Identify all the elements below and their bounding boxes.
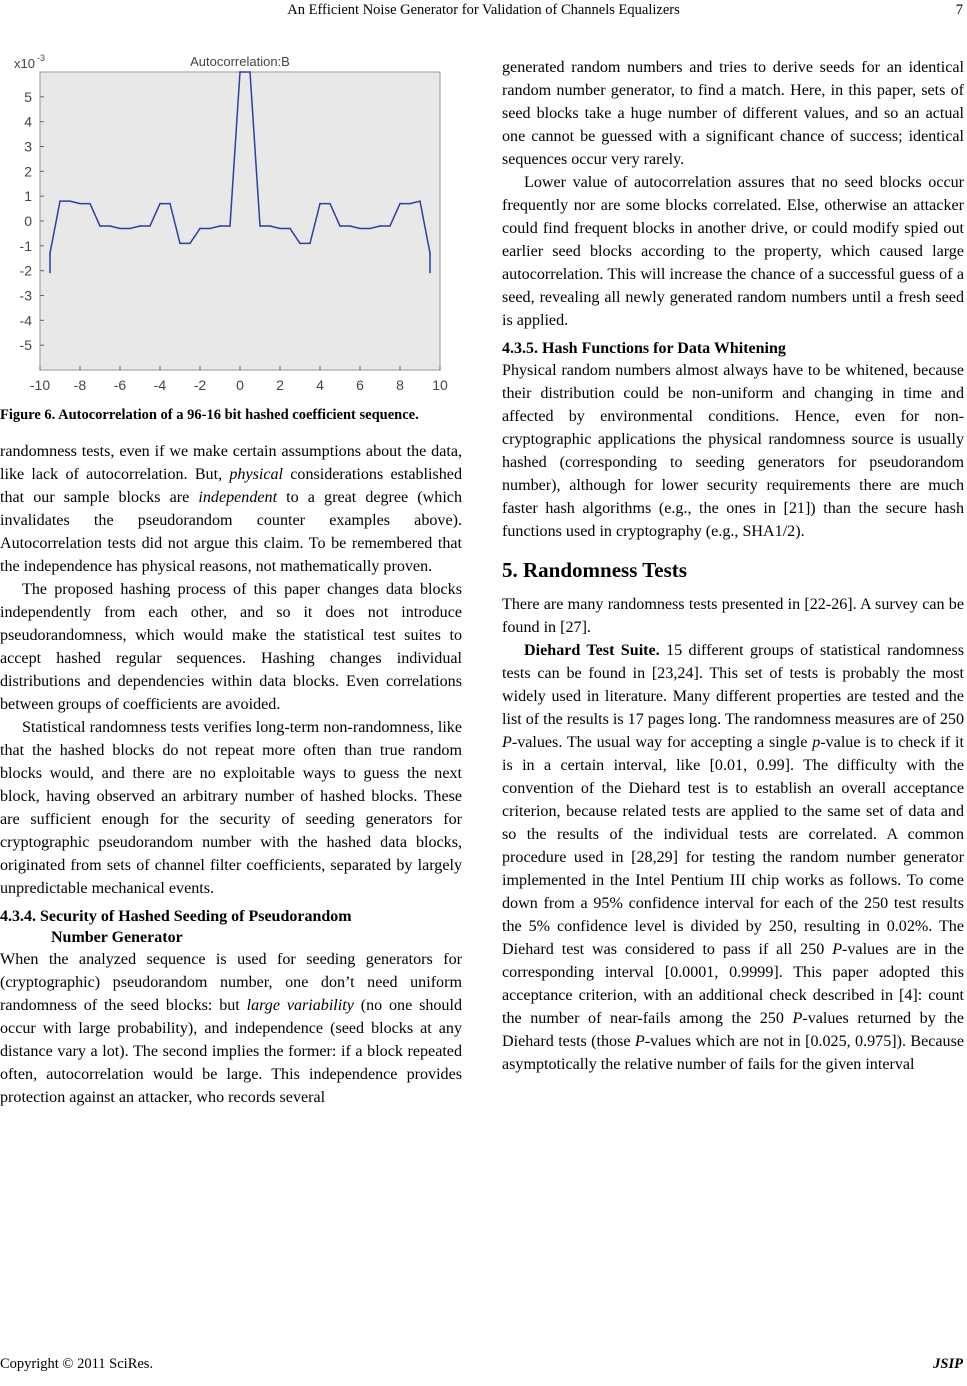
x-tick-label: -10 bbox=[29, 377, 51, 393]
data-point bbox=[159, 203, 161, 205]
x-tick-label: -4 bbox=[153, 377, 167, 393]
data-point bbox=[289, 228, 291, 230]
y-tick-label: -1 bbox=[19, 237, 32, 254]
paragraph: Statistical randomness tests verifies long-term non-randomness, like that the hashed blocks do not repeat more often than true random blocks would, and there are no exploitable ways to guess the next block, having observed an arbitrary number of hashed blocks. These are sufficient enough for the security of seeding generators for cryptographic pseudorandom number with the hashed data blocks, originated from sets of channel filter coefficients, separated by largely unpredictable mechanical events. bbox=[0, 719, 462, 897]
data-point bbox=[409, 203, 411, 205]
data-point bbox=[279, 228, 281, 230]
data-point bbox=[179, 243, 181, 245]
x-tick-label: 4 bbox=[316, 377, 324, 393]
left-column bbox=[0, 50, 462, 1109]
y-exponent-power: -3 bbox=[37, 53, 46, 63]
data-point bbox=[339, 225, 341, 227]
data-point bbox=[229, 225, 231, 227]
data-point bbox=[219, 225, 221, 227]
data-point bbox=[299, 243, 301, 245]
data-point bbox=[349, 225, 351, 227]
data-point bbox=[269, 225, 271, 227]
x-tick-label: 0 bbox=[236, 377, 244, 393]
x-tick-label: -8 bbox=[73, 377, 87, 393]
paragraph: Physical random numbers almost always have to be whitened, because their distribution could be non-uniform and changing in time and affected by environmental conditions. Hence, even for non-cryptographic applications the physical randomness source is usually hashed (corresponding to seeding generators for pseudorandom number), although for lower security requirements there are much faster hash algorithms (e.g., the ones in [21]) than the secure hash functions used in cryptography (e.g., SHA1/2). bbox=[502, 362, 964, 540]
paragraph: Diehard Test Suite. 15 different groups of statistical randomness tests can be found in [23,24]. This set of tests is probably the most widely used in literature. Many different properties are tested and the list of the results is 17 pages long. The randomness measures are of 250 P-values. The usual way for accepting a single p-value is to check if it is in a certain interval, like [0.01, 0.99]. The difficulty with the convention of the Diehard test is to establish an overall acceptance criterion, because related tests are applied to the same set of data and so the results of the individual tests are correlated. A common procedure used in [28,29] for testing the random number generator implemented in the Intel Pentium III chip works as follows. To come down from a 95% confidence interval for each of the 250 test results the 5% confidence level is divided by 250, resulting in 0.02%. The Diehard test was considered to pass if all 250 P-values are in the corresponding interval [0.0001, 0.9999]. This paper adopted this acceptance criterion, with an additional check described in [4]: count the number of near-fails among the 250 P-values returned by the Diehard tests (those P-values which are not in [0.025, 0.975]). Because asymptotically the relative number of fails for the given interval bbox=[502, 642, 964, 1073]
y-tick-label: 4 bbox=[24, 113, 32, 130]
paragraph: The proposed hashing process of this paper changes data blocks independently from each other, and so it does not introduce pseudorandomness, which would make the statistical test suites to accept hashed regular sequences. Hashing changes individual distributions and dependencies within data blocks. Even correlations between groups of coefficients are avoided. bbox=[0, 581, 462, 713]
section-heading-5: 5. Randomness Tests bbox=[502, 558, 687, 582]
section-heading-4-3-4: 4.3.4. Security of Hashed Seeding of Pseudorandom Number Generator bbox=[0, 908, 352, 946]
data-point bbox=[59, 200, 61, 202]
y-exponent-label: x10 bbox=[14, 56, 35, 71]
x-tick-label: 6 bbox=[356, 377, 364, 393]
x-tick-label: 8 bbox=[396, 377, 404, 393]
data-point bbox=[139, 225, 141, 227]
data-point bbox=[359, 228, 361, 230]
data-point bbox=[319, 203, 321, 205]
paragraph: When the analyzed sequence is used for seeding generators for (cryptographic) pseudorandom number, one don’t need uniform randomness of the seed blocks: but large variability (no one should occur with large probability), and independence (seed blocks at any distance vary a lot). The second implies the former: if a block repeated often, autocorrelation would be large. This independence provides protection against an attacker, who records several bbox=[0, 951, 462, 1106]
data-point bbox=[49, 252, 51, 254]
paragraph: Lower value of autocorrelation assures that no seed blocks occur frequently nor are some blocks correlated. Else, otherwise an attacker could find frequent blocks in another drive, or could modify spied out earlier seed blocks according to the property, which caused large autocorrelation. This will increase the chance of a successful guess of a seed, revealing all newly generated random numbers until a fresh seed is applied. bbox=[502, 174, 964, 329]
section-heading-4-3-5: 4.3.5. Hash Functions for Data Whitening bbox=[502, 340, 786, 357]
data-point bbox=[119, 228, 121, 230]
data-point bbox=[99, 225, 101, 227]
journal-name: JSIP bbox=[933, 1356, 963, 1372]
y-tick-label: -2 bbox=[19, 262, 32, 279]
plot-area bbox=[40, 72, 440, 370]
y-tick-label: -3 bbox=[19, 287, 32, 304]
data-point bbox=[239, 71, 241, 73]
x-tick-label: -6 bbox=[113, 377, 127, 393]
running-title: An Efficient Noise Generator for Validation of Channels Equalizers bbox=[287, 2, 680, 18]
data-point bbox=[149, 225, 151, 227]
y-tick-label: -4 bbox=[19, 312, 32, 329]
y-tick-label: 2 bbox=[24, 163, 32, 180]
data-point bbox=[69, 200, 71, 202]
data-point bbox=[379, 225, 381, 227]
y-tick-label: 5 bbox=[24, 88, 32, 105]
data-point bbox=[169, 203, 171, 205]
paragraph: generated random numbers and tries to derive seeds for an identical random number generator, to find a match. Here, in this paper, sets of seed blocks take a huge number of different values, and so an actual one cannot be guessed with a significant chance of success; identical sequences occur very rarely. bbox=[502, 59, 964, 168]
y-tick-label: 3 bbox=[24, 138, 32, 155]
data-point bbox=[189, 243, 191, 245]
paragraph: randomness tests, even if we make certain assumptions about the data, like lack of autocorrelation. But, physical considerations established that our sample blocks are independent to a great degree (which invalidates the pseudorandom counter examples above). Autocorrelation tests did not argue this claim. To be remembered that the independence has physical reasons, not mathematically proven. bbox=[0, 443, 462, 575]
data-point bbox=[399, 203, 401, 205]
data-point bbox=[79, 203, 81, 205]
data-point bbox=[249, 71, 251, 73]
data-point bbox=[259, 225, 261, 227]
data-point bbox=[109, 225, 111, 227]
data-point bbox=[389, 225, 391, 227]
data-point bbox=[369, 228, 371, 230]
data-point bbox=[329, 203, 331, 205]
x-tick-label: -2 bbox=[193, 377, 207, 393]
page-number: 7 bbox=[955, 2, 963, 18]
data-point bbox=[309, 243, 311, 245]
data-point bbox=[199, 228, 201, 230]
figure-caption: Figure 6. Autocorrelation of a 96-16 bit hashed coefficient sequence. bbox=[0, 407, 419, 423]
data-point bbox=[209, 228, 211, 230]
copyright: Copyright © 2011 SciRes. bbox=[0, 1356, 154, 1372]
data-point bbox=[129, 228, 131, 230]
y-tick-label: 1 bbox=[24, 188, 32, 205]
y-tick-label: -5 bbox=[19, 337, 32, 354]
autocorrelation-chart bbox=[0, 50, 462, 398]
data-point bbox=[419, 200, 421, 202]
data-point bbox=[429, 252, 431, 254]
y-tick-label: 0 bbox=[24, 213, 32, 229]
autocorrelation-figure bbox=[0, 50, 462, 398]
data-point bbox=[89, 203, 91, 205]
paragraph: There are many randomness tests presented in [22-26]. A survey can be found in [27]. bbox=[502, 596, 964, 636]
chart-title: Autocorrelation:B bbox=[190, 54, 290, 69]
page-header bbox=[0, 0, 967, 24]
x-tick-label: 10 bbox=[432, 377, 448, 393]
x-tick-label: 2 bbox=[276, 377, 284, 393]
right-column bbox=[502, 56, 964, 1076]
